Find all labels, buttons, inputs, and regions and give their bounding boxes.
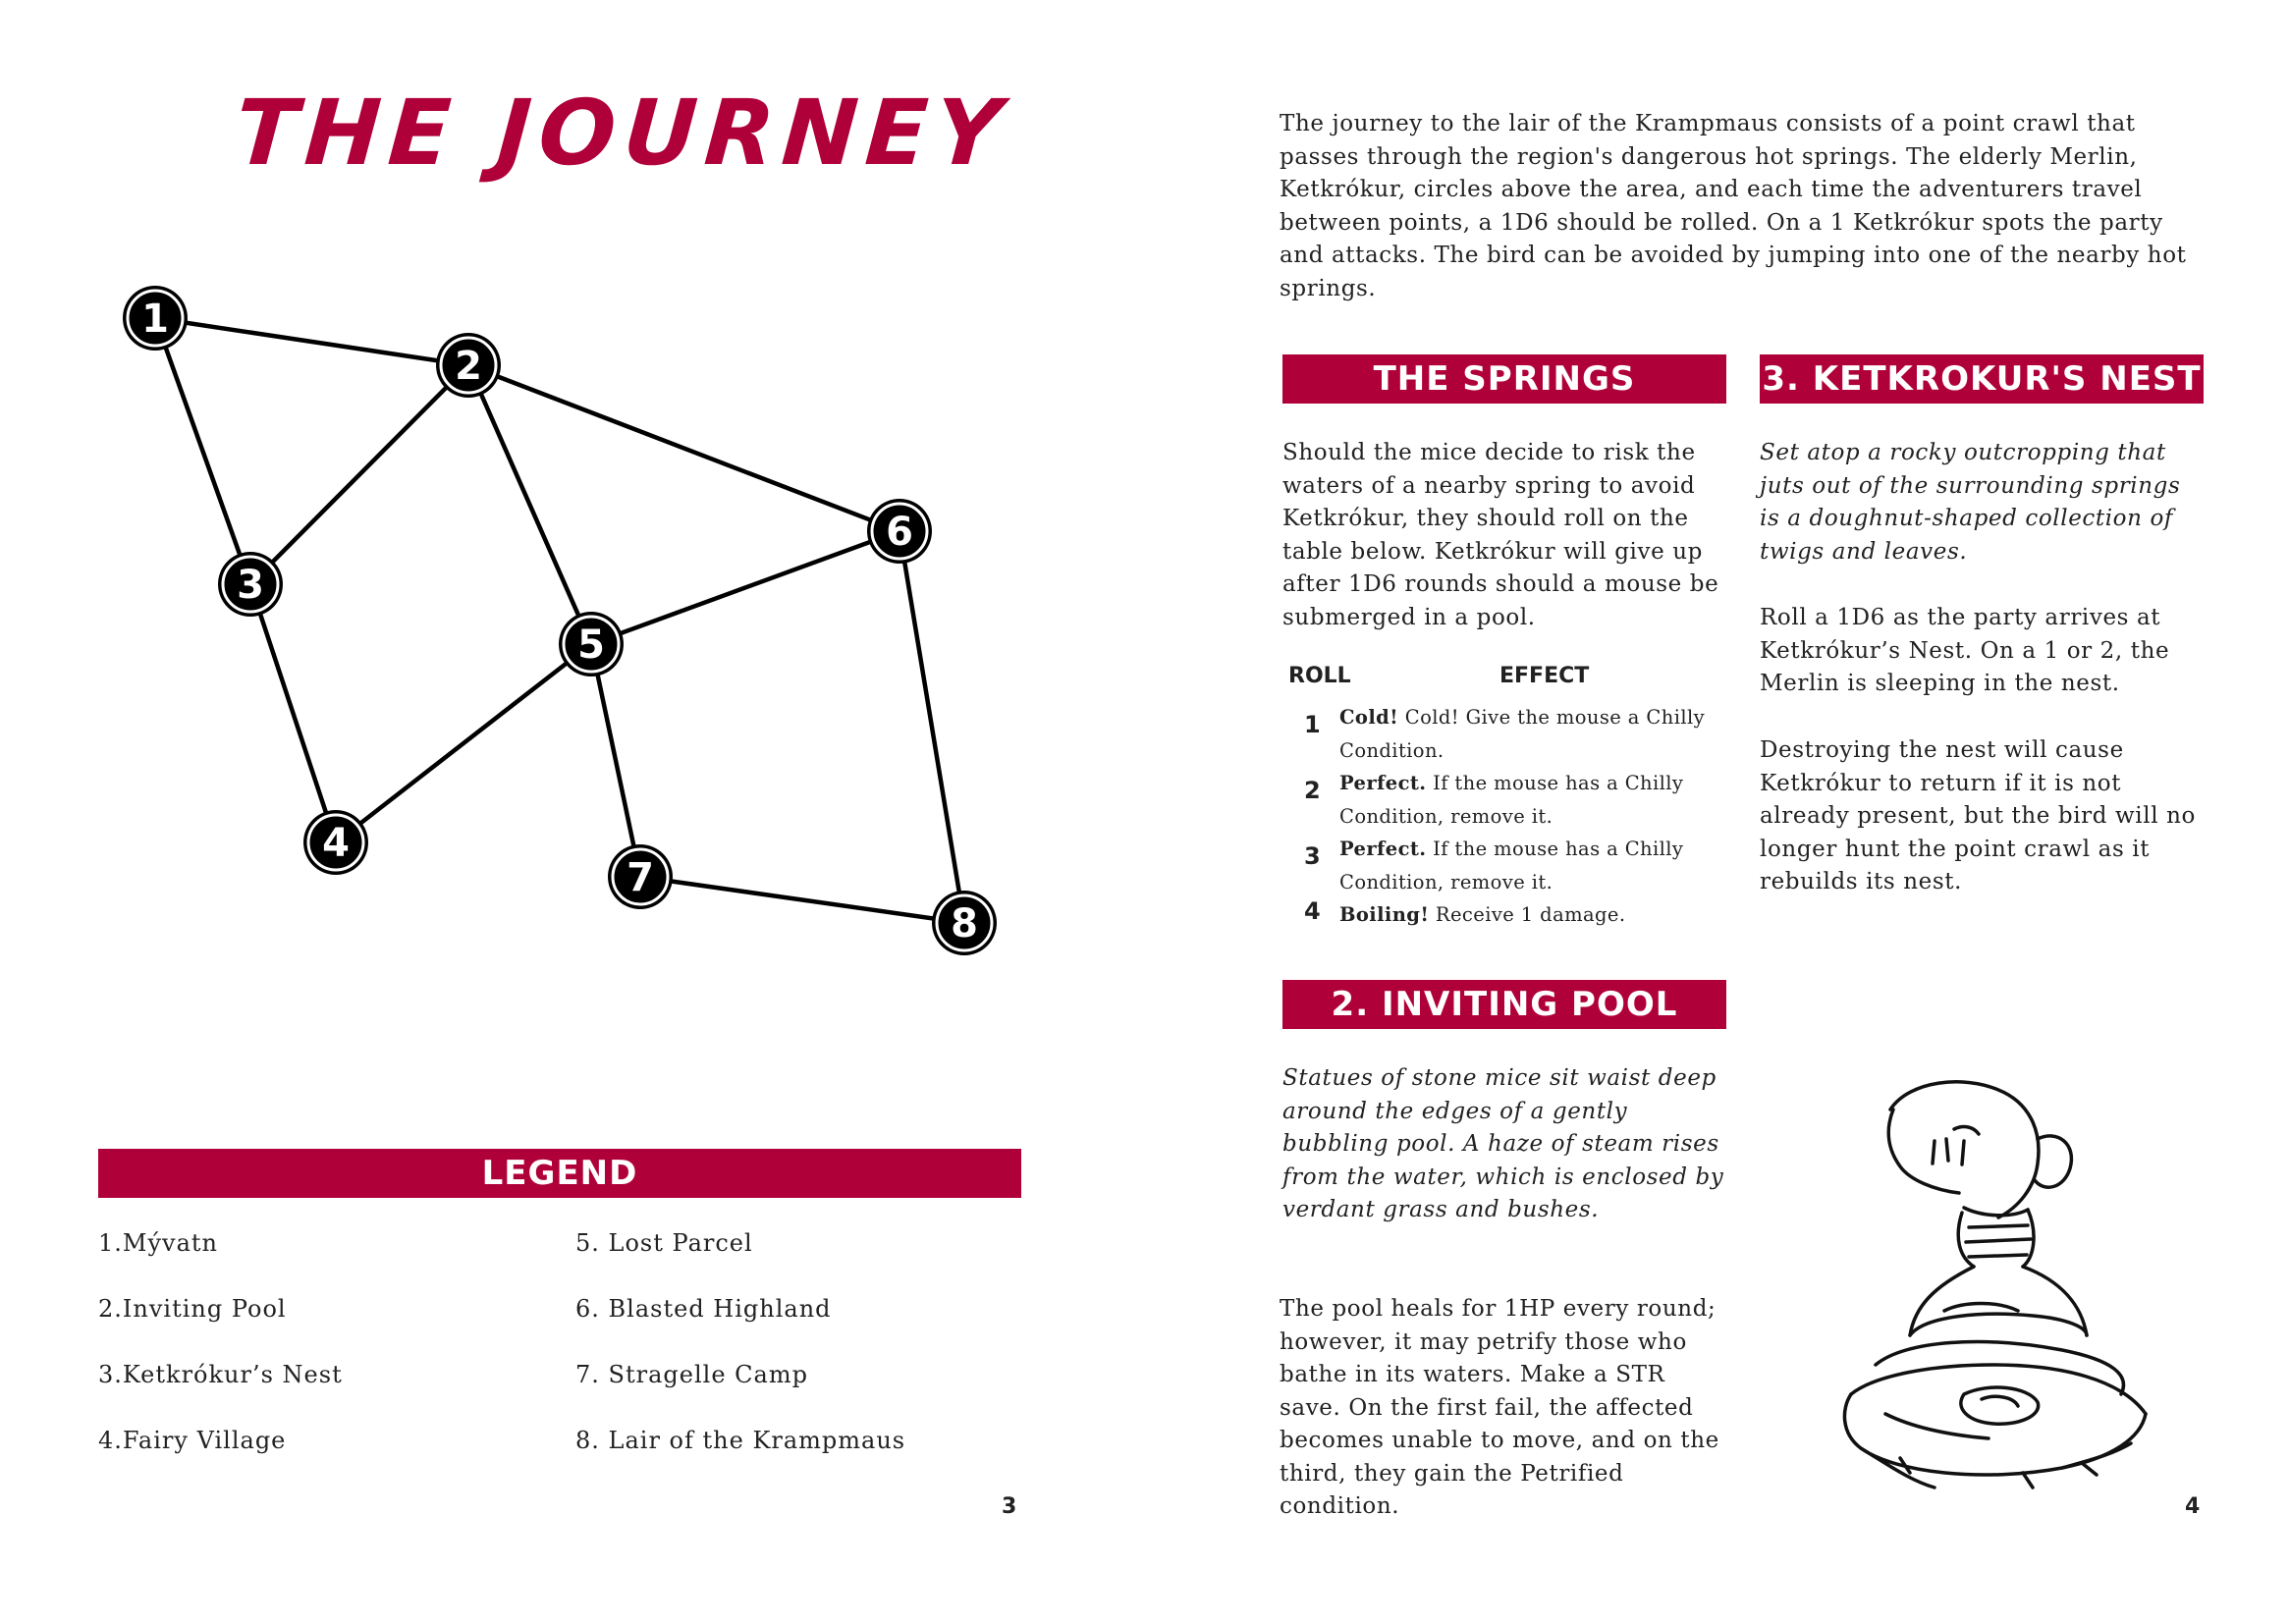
nest-banner — [1760, 354, 2204, 404]
nest-italic-paragraph: Set atop a rocky outcropping that juts out of the surrounding springs is a doughnut-shaped collection of twigs and leaves. — [1760, 440, 2181, 565]
map-path-1-3 — [155, 318, 250, 584]
nest-paragraph-1: Roll a 1D6 as the party arrives at Ketkrókur’s Nest. On a 1 or 2, the Merlin is sleeping in the nest. — [1760, 605, 2170, 696]
map-node-label: 6 — [886, 510, 913, 555]
effect-text: If the mouse has a Chilly Condition, remove it. — [1339, 838, 1684, 893]
legend-item-6: 6. Blasted Highland — [575, 1295, 832, 1323]
legend-banner — [98, 1149, 1021, 1198]
map-node-3 — [218, 552, 283, 617]
effect-name: Boiling! — [1339, 903, 1430, 926]
legend-title: LEGEND — [481, 1154, 638, 1193]
legend-item-5: 5. Lost Parcel — [575, 1229, 753, 1257]
intro-paragraph: The journey to the lair of the Krampmaus consists of a point crawl that passes through the region's dangerous hot springs. The elderly Merlin, Ketkrókur, circles above the area, and each time the adventurers travel between points, a 1D6 should be rolled. On a 1 Ketkrókur spots the party and attacks. The bird can be avoided by jumping into one of the nearby hot springs. — [1280, 111, 2187, 301]
map-node-label: 3 — [237, 563, 264, 608]
map-node-1 — [123, 286, 188, 351]
legend-item-7: 7. Stragelle Camp — [575, 1361, 808, 1388]
nest-paragraph-2: Destroying the nest will cause Ketkrókur to return if it is not already present, but the bird will no longer hunt the point crawl as it rebuilds its nest. — [1760, 737, 2196, 894]
table-row-effect — [1339, 701, 1722, 767]
map-path-2-6 — [468, 365, 899, 531]
legend-item-4: 4.Fairy Village — [98, 1427, 287, 1454]
table-header-effect: EFFECT — [1499, 664, 1590, 688]
page-title: THE JOURNEY — [232, 81, 1012, 186]
mouse-in-pool-sketch — [1817, 1070, 2190, 1522]
map-path-4-5 — [336, 644, 591, 842]
effect-name: Perfect. — [1339, 838, 1427, 860]
legend-item-2: 2.Inviting Pool — [98, 1295, 287, 1323]
map-node-label: 4 — [322, 821, 350, 866]
map-path-5-7 — [591, 644, 640, 877]
legend-item-1: 1.Mývatn — [98, 1229, 218, 1257]
table-row-roll: 3 — [1304, 842, 1321, 870]
springs-paragraph: Should the mice decide to risk the waters of a nearby spring to avoid Ketkrókur, they should roll on the table below. Ketkrókur will give up after 1D6 rounds should a mouse be submerged in a pool. — [1282, 440, 1719, 630]
map-path-3-4 — [250, 584, 336, 842]
springs-banner — [1282, 354, 1726, 404]
effect-name: Cold! — [1339, 706, 1399, 729]
table-row-effect — [1339, 898, 1722, 932]
map-node-label: 1 — [141, 297, 169, 342]
map-path-1-2 — [155, 318, 468, 365]
pool-italic-paragraph: Statues of stone mice sit waist deep around the edges of a gently bubbling pool. A haze of steam rises from the water, which is enclosed by verdant grass and bushes. — [1282, 1065, 1724, 1222]
map-path-5-6 — [591, 531, 899, 644]
page-number-left: 3 — [1002, 1494, 1017, 1519]
map-node-5 — [559, 612, 624, 677]
map-path-6-8 — [899, 531, 964, 923]
map-node-4 — [303, 810, 368, 875]
map-node-7 — [608, 844, 673, 909]
table-row-effect — [1339, 833, 1722, 898]
effect-name: Perfect. — [1339, 772, 1427, 794]
map-node-2 — [436, 333, 501, 398]
map-node-label: 2 — [455, 344, 482, 389]
table-row-effect — [1339, 767, 1722, 833]
map-path-7-8 — [640, 877, 964, 923]
legend-item-8: 8. Lair of the Krampmaus — [575, 1427, 906, 1454]
nest-heading: 3. KETKROKUR'S NEST — [1762, 359, 2202, 399]
table-row-roll: 1 — [1304, 711, 1321, 738]
map-node-label: 8 — [951, 901, 978, 947]
map-node-label: 7 — [627, 855, 654, 900]
springs-heading: THE SPRINGS — [1373, 359, 1636, 399]
map-node-label: 5 — [577, 623, 605, 668]
table-row-roll: 2 — [1304, 777, 1321, 804]
map-node-6 — [867, 499, 932, 564]
map-node-8 — [932, 891, 997, 955]
pool-paragraph: The pool heals for 1HP every round; however, it may petrify those who bathe in its waters. Make a STR save. On the first fail, the affected becomes unable to move, and on the third, they gain the Petrified condition. — [1280, 1296, 1719, 1519]
point-crawl-map — [0, 0, 1080, 982]
pool-banner — [1282, 980, 1726, 1029]
pool-heading: 2. INVITING POOL — [1331, 985, 1678, 1024]
effect-text: If the mouse has a Chilly Condition, remove it. — [1339, 772, 1684, 828]
table-row-roll: 4 — [1304, 897, 1321, 925]
effect-text: Receive 1 damage. — [1435, 903, 1626, 926]
table-header-roll: ROLL — [1288, 664, 1351, 688]
legend-item-3: 3.Ketkrókur’s Nest — [98, 1361, 343, 1388]
effect-text: Cold! Give the mouse a Chilly Condition. — [1339, 706, 1706, 762]
map-path-2-3 — [250, 365, 468, 584]
page-number-right: 4 — [2185, 1494, 2201, 1519]
